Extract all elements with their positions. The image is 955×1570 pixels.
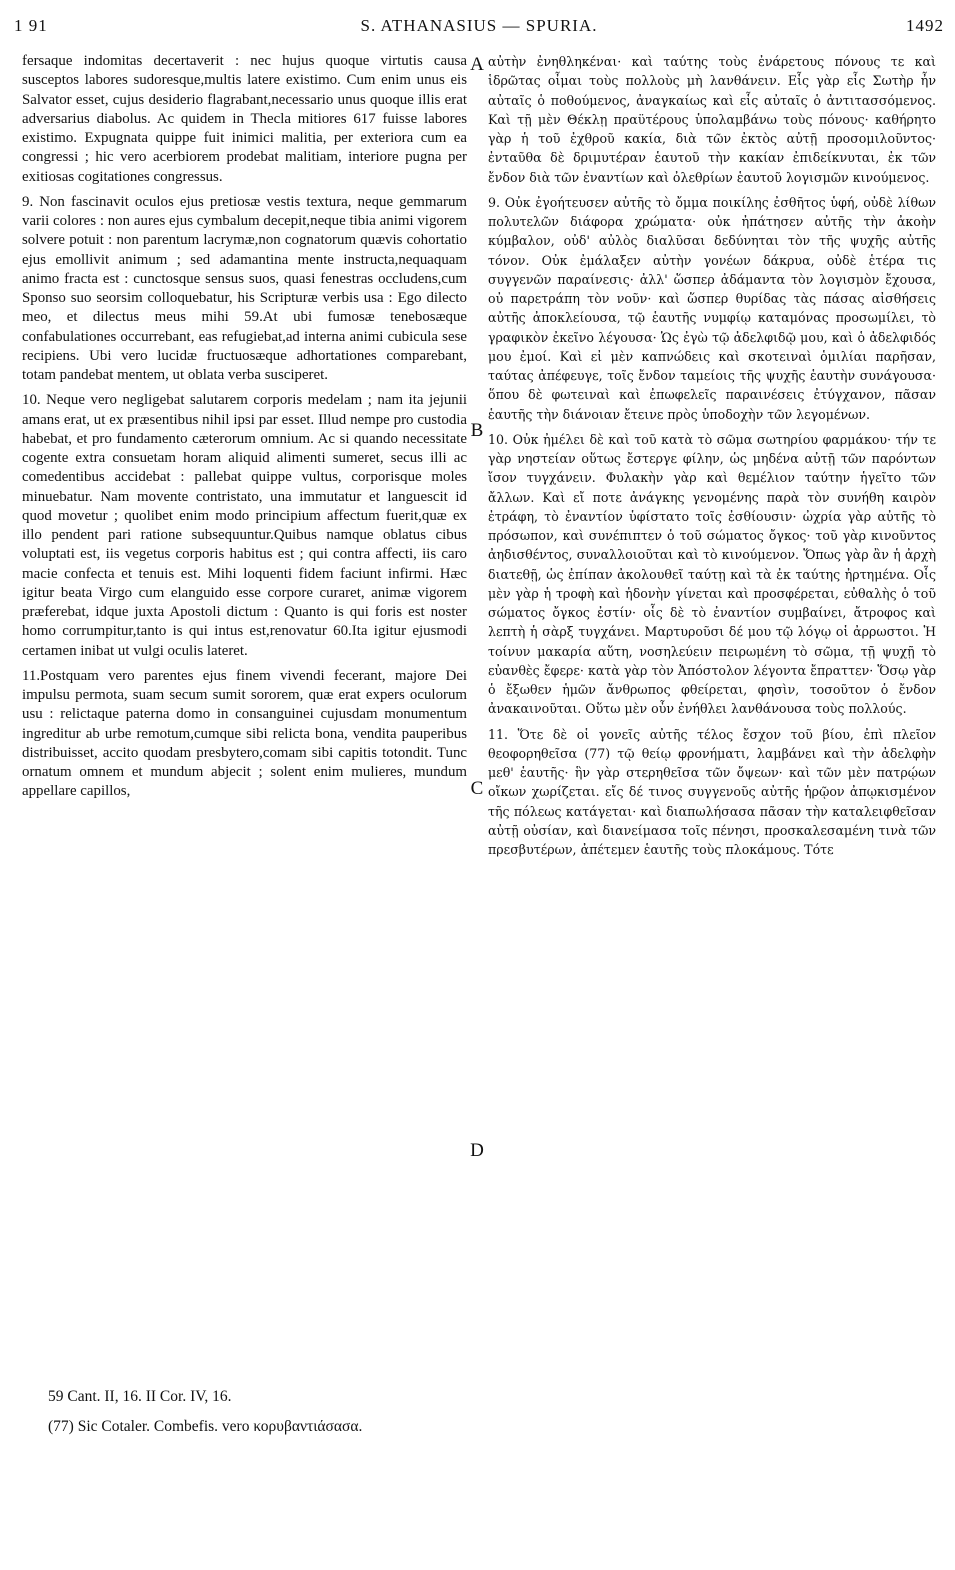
margin-letter-c: C <box>470 778 484 799</box>
greek-intro-paragraph: αὐτὴν ἐνηθληκέναι· καὶ ταύτης τοὺς ἐνάρετους πόνους τε καὶ ἱδρῶτας οἶμαι τοὺς πολλοὺς μὴ λανθάνειν. Εἷς γὰρ εἷς Σωτὴρ ἦν αὐταῖς ὁ ποθούμενος, ἀναγκαίως καὶ εἷς αὐταῖς ὁ ἀντιτασσόμενος. Καὶ τῇ μὲν Θέκλῃ πραϋτέρους ὑπολαμβάνω τοὺς πόνους· καθήρητο γὰρ ἡ τοῦ ἐχθροῦ κακία, διὰ τῶν ἐκτὸς αὐτῇ προσομιλοῦντος· ἐνταῦθα δὲ δριμυτέραν ἑαυτοῦ τὴν κακίαν ἐπιδείκνυται, ἐκ τῶν ἔνδον διὰ τῶν ἐναντίων καὶ ὀλεθρίων ἑαυτοῦ λογισμῶν κινούμενος. <box>488 54 936 185</box>
running-header <box>14 12 944 42</box>
footnotes <box>48 1382 928 1442</box>
running-title: S. ATHANASIUS — SPURIA. <box>360 16 598 35</box>
latin-paragraph-11: 11.Postquam vero parentes ejus finem vivendi fecerant, majore Dei impulsu permota, suam secum sumit sororem, quæ erat expers oculorum usu : relictaque paterna domo in consanguinei cujusdam monumentum ingreditur ab urbe remotum,cumque sibi relicta bona, vendita pauperibus distribuisset, accito quodam presbytero,comam sibi capitis totondit. Tunc ornatum omnem et mundum abjecit ; solent enim mulieres, mundum appellare capillos, <box>22 667 467 800</box>
footnote-scripture: 59 Cant. II, 16. II Cor. IV, 16. <box>48 1388 232 1405</box>
margin-letter-b: B <box>470 420 484 441</box>
latin-column <box>22 52 467 1372</box>
margin-letter-d: D <box>470 1140 484 1161</box>
greek-column <box>488 52 936 1372</box>
greek-paragraph-9: 9. Οὐκ ἐγοήτευσεν αὐτῆς τὸ ὄμμα ποικίλης ἐσθῆτος ὑφή, οὐδὲ λίθων πολυτελῶν διάφορα χρώματα· οὐκ ἠπάτησεν αὐτῆς τὴν ἀκοὴν κύμβαλον, οὐδ' αὐλὸς διαλῦσαι δεδύνηται τὸν τῆς ψυχῆς αὐτῆς τόνον. Οὐκ ἐμάλαξεν αὐτὴν γονέων δάκρυα, οὐδὲ ἑτέρα τις συγγενῶν παραίνεσις· ἀλλ' ὥσπερ ἀδάμαντα τὸν λογισμὸν ἔχουσα, οὐ παρετράπη τὸν νοῦν· καὶ ὥσπερ θυρίδας τὰς πάσας αἰσθήσεις αὐτῆς ἀποκλείουσα, τῷ ἑαυτῆς νυμφίῳ καταμόνας προσωμίλει, τὸ γραφικὸν ἐκεῖνο λέγουσα· Ὡς ἐγὼ τῷ ἀδελφιδῷ μου, καὶ ὁ ἀδελφιδός μου ἐμοί. Καὶ εἰ μὲν καπνώδεις καὶ σκοτειναὶ ὁμιλίαι παρῆσαν, ταύτας ἀπέφευγε, τοῖς ἔνδον ταμείοις τῆς ψυχῆς ἑαυτὴν συνάγουσα· ὅπου δὲ φωτειναὶ καὶ ἐπωφελεῖς παραινέσεις ἐτύγχανον, πᾶσαν ἑαυτῆς τὴν διάνοιαν ἔτεινε πρὸς ὑποδοχὴν τῶν λεγομένων. <box>488 194 936 422</box>
column-number-left: 1 91 <box>14 16 48 35</box>
latin-intro-paragraph: fersaque indomitas decertaverit : nec hujus quoque virtutis causa susceptos labores sudoresque,multis latere existimo. Cum enim unus eis Salvator esset, cujus desiderio flagrabant,necessario unus quoque illis erat adversarius diabolus. Ac quidem in Thecla mitiores 617 fuisse labores existimo. Expugnata quippe fuit inimici malitia, per exteriora cum ea congressi ; hic vero acerbiorem prodebat malitiam, interiore pugna per exitiosas cogitationes congressus. <box>22 53 467 185</box>
greek-paragraph-10: 10. Οὐκ ἠμέλει δὲ καὶ τοῦ κατὰ τὸ σῶμα σωτηρίου φαρμάκου· τήν τε γὰρ νηστείαν οὕτως ἔστεργε φίλην, ὡς μηδένα αὐτῇ τῶν παρόντων ἴσον τυγχάνειν. Φυλακὴν γὰρ καὶ θεμέλιον ταύτην ἡγεῖτο τῶν ἄλλων. Καὶ εἴ ποτε ἀνάγκης γενομένης παρὰ τὸν συνήθη καιρὸν ἐτράφη, τὸ ἐναντίον ὑφίστατο τοῖς ἐσθίουσιν· ὠχρία γὰρ αὐτῆς τὸ πρόσωπον, καὶ συνέπιπτεν ὁ τοῦ σώματος ὄγκος· τοῦ γὰρ κινοῦντος ἀηδισθέντος, συναλλοιοῦται καὶ τὸ κινούμενον. Ὅπως γὰρ ἂν ἡ ἀρχὴ διατεθῇ, ὡς ἐπίπαν ἀκολουθεῖ ταύτῃ καὶ τὰ ἐκ ταύτης ἠρτημένα. Οἷς μὲν γὰρ ἡ τροφὴ καὶ ἡδονὴν γίνεται καὶ προσφέρεται, εὐθαλὴς ὁ τοῦ σώματος ὄγκος ἐστίν· οἷς δὲ τὸ ἐναντίον συμβαίνει, ἄτροφος καὶ λεπτὴ ἡ σὰρξ τυγχάνει. Μαρτυροῦσι δέ μου τῷ λόγῳ οἱ ἀρρωστοι. Ἡ τοίνυν μακαρία αὕτη, νοσηλεύειν πειρωμένη τὸ σῶμα, τῇ ψυχῇ τὸ εὐανθὲς ἔφερε· κατὰ γὰρ τὸν Ἀπόστολον λέγοντα ἔπραττεν· Ὅσῳ γὰρ ὁ ἔξωθεν ἡμῶν ἄνθρωπος φθείρεται, φησὶν, τοσοῦτον ὁ ἔνδον ἀνακαινοῦται. Οὕτω μὲν οὖν ἐνήθλει λανθάνουσα τοὺς πολλούς. <box>488 431 936 717</box>
column-number-right: 1492 <box>906 16 944 35</box>
footnote-variant: (77) Sic Cotaler. Combefis. vero κορυβαντιάσασα. <box>48 1418 363 1435</box>
latin-paragraph-10: 10. Neque vero negligebat salutarem corporis medelam ; nam ita jejunii amans erat, ut ex præsentibus nihil ipsi par esset. Illud nempe pro custodia habebat, et pro fundamento cæterorum omnium. Ac si quando necessitate cogente extra consuetam horam aliquid alimenti sumeret, secus illi ac comedentibus accidebat : pallebat quippe vultus, corporisque moles minuebatur. Nam movente contristato, una immutatur et languescit id quod movetur ; quolibet enim modo principium affectum fuerit,quæ ex illo pendent pari ratione subsequuntur.Quibus namque oblatus cibus voluptati est, iis vegetus corporis habitus est ; qui contra affecti, iis caro macie confecta et tenuis est. Mihi loquenti fidem faciunt infirmi. Hæc igitur beata Virgo cum elanguido esse corpore curaret, animæ vigorem præferebat, idque juxta Apostoli dictum : Quanto is qui foris est noster homo corrumpitur,tanto is qui intus est,renovatur 60.Ita igitur ejusmodi certamen inibat ut vulgi oculis lateret. <box>22 392 467 659</box>
latin-paragraph-9: 9. Non fascinavit oculos ejus pretiosæ vestis textura, neque gemmarum varii colores : non aures ejus cymbalum decepit,neque tibia animi vigorem solvere potuit : non parentum lacrymæ,non cognatorum quævis cohortatio ejus emollivit animum ; sed adamantina mente instructa,nequaquam animo fracta est : cunctosque sensus suos, quasi fenestras occludens,cum Sponso suo seorsim colloquebatur, his Scripturæ verbis usa : Ego dilecto meo, et dilectus meus mihi 59.At ubi fumosæ tenebosæque confabulationes occurrebant, eas refugiebat,ad interna animi cubicula sese recipiens. Ubi vero lucidæ fructuosæque adhortationes comparebant, totam pandebat mentem, ut oblata verba susciperet. <box>22 193 467 383</box>
greek-paragraph-11: 11. Ὅτε δὲ οἱ γονεῖς αὐτῆς τέλος ἔσχον τοῦ βίου, ἐπὶ πλεῖον θεοφορηθεῖσα (77) τῷ θείῳ φρονήματι, λαμβάνει καὶ τὴν ἀδελφὴν μεθ' ἑαυτῆς· ἣν γὰρ στερηθεῖσα τῶν ὄψεων· καὶ τῶν μὲν πατρῴων οἴκων χωρίζεται. εἴς δέ τινος συγγενοῦς αὐτῆς ἡρῷον ἀπῳκισμένον τῆς πόλεως κατάγεται· καὶ διαπωλήσασα πᾶσαν τὴν καταλειφθεῖσαν αὐτῇ οὐσίαν, καὶ διανείμασα τοῖς πένησι, προσκαλεσαμένη τινὰ τῶν πρεσβυτέρων, ἀπέτεμεν ἑαυτῆς τοὺς πλοκάμους. Τότε <box>488 726 936 857</box>
margin-letter-a: A <box>470 54 484 75</box>
